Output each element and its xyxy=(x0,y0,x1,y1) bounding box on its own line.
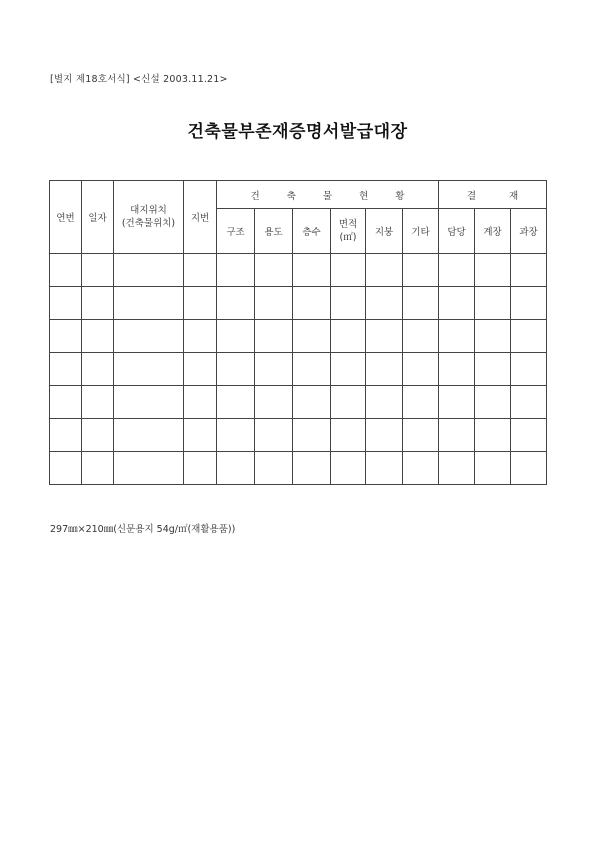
table-cell[interactable] xyxy=(293,452,331,485)
table-cell[interactable] xyxy=(475,320,511,353)
table-cell[interactable] xyxy=(114,254,184,287)
table-cell[interactable] xyxy=(366,287,403,320)
table-cell[interactable] xyxy=(82,287,114,320)
table-cell[interactable] xyxy=(475,287,511,320)
table-cell[interactable] xyxy=(184,287,217,320)
table-cell[interactable] xyxy=(331,254,366,287)
header-row-1 xyxy=(50,181,547,209)
table-cell[interactable] xyxy=(366,386,403,419)
table-cell[interactable] xyxy=(82,353,114,386)
table-cell[interactable] xyxy=(217,320,255,353)
table-row xyxy=(50,320,547,353)
table-cell[interactable] xyxy=(114,452,184,485)
table-cell[interactable] xyxy=(255,287,293,320)
table-cell[interactable] xyxy=(366,320,403,353)
table-cell[interactable] xyxy=(403,287,439,320)
header-approval: 결 재 xyxy=(439,181,547,209)
table-cell[interactable] xyxy=(331,386,366,419)
table-cell[interactable] xyxy=(439,386,475,419)
table-cell[interactable] xyxy=(366,353,403,386)
table-cell[interactable] xyxy=(511,386,547,419)
table-cell[interactable] xyxy=(403,320,439,353)
header-site-location-line2: (건축물위치) xyxy=(121,218,176,229)
table-cell[interactable] xyxy=(439,452,475,485)
document-title: 건축물부존재증명서발급대장 xyxy=(187,122,408,142)
header-area-line1: 면적 xyxy=(338,219,358,230)
form-number: [별지 제18호서식] <신설 2003.11.21> xyxy=(50,74,228,85)
table-cell[interactable] xyxy=(255,386,293,419)
table-cell[interactable] xyxy=(511,452,547,485)
table-cell[interactable] xyxy=(439,353,475,386)
table-cell[interactable] xyxy=(366,254,403,287)
table-cell[interactable] xyxy=(217,353,255,386)
header-use: 용도 xyxy=(255,209,293,254)
table-cell[interactable] xyxy=(511,254,547,287)
table-cell[interactable] xyxy=(50,452,82,485)
table-cell[interactable] xyxy=(50,419,82,452)
header-floors: 층수 xyxy=(293,209,331,254)
table-cell[interactable] xyxy=(114,386,184,419)
table-cell[interactable] xyxy=(255,419,293,452)
table-cell[interactable] xyxy=(217,386,255,419)
header-roof: 지붕 xyxy=(366,209,403,254)
table-cell[interactable] xyxy=(511,353,547,386)
table-cell[interactable] xyxy=(331,419,366,452)
table-cell[interactable] xyxy=(114,419,184,452)
table-cell[interactable] xyxy=(475,419,511,452)
table-cell[interactable] xyxy=(217,452,255,485)
header-area xyxy=(331,209,366,254)
table-cell[interactable] xyxy=(82,419,114,452)
table-row xyxy=(50,353,547,386)
table-cell[interactable] xyxy=(255,353,293,386)
table-row xyxy=(50,254,547,287)
table-cell[interactable] xyxy=(255,254,293,287)
register-table xyxy=(49,180,547,485)
table-cell[interactable] xyxy=(511,419,547,452)
header-chief: 계장 xyxy=(475,209,511,254)
header-date: 일자 xyxy=(82,181,114,254)
table-cell[interactable] xyxy=(184,320,217,353)
table-cell[interactable] xyxy=(217,287,255,320)
table-cell[interactable] xyxy=(439,254,475,287)
header-structure: 구조 xyxy=(217,209,255,254)
paper-spec-note: 297㎜×210㎜(신문용지 54g/㎡(재활용품)) xyxy=(50,524,236,535)
header-officer: 담당 xyxy=(439,209,475,254)
table-cell[interactable] xyxy=(475,452,511,485)
table-cell[interactable] xyxy=(403,452,439,485)
table-cell[interactable] xyxy=(50,320,82,353)
table-cell[interactable] xyxy=(50,353,82,386)
table-cell[interactable] xyxy=(82,386,114,419)
table-cell[interactable] xyxy=(184,254,217,287)
table-row xyxy=(50,419,547,452)
table-cell[interactable] xyxy=(475,386,511,419)
table-cell[interactable] xyxy=(82,452,114,485)
table-cell[interactable] xyxy=(331,320,366,353)
table-cell[interactable] xyxy=(255,452,293,485)
table-cell[interactable] xyxy=(366,452,403,485)
table-cell[interactable] xyxy=(82,320,114,353)
table-cell[interactable] xyxy=(217,419,255,452)
table-cell[interactable] xyxy=(114,353,184,386)
table-cell[interactable] xyxy=(50,254,82,287)
table-cell[interactable] xyxy=(439,419,475,452)
table-cell[interactable] xyxy=(114,287,184,320)
table-cell[interactable] xyxy=(403,254,439,287)
header-serial-no: 연번 xyxy=(50,181,82,254)
table-cell[interactable] xyxy=(293,320,331,353)
header-area-line2: (㎡) xyxy=(339,232,357,243)
header-director: 과장 xyxy=(511,209,547,254)
register-table-body xyxy=(50,254,547,485)
table-cell[interactable] xyxy=(293,287,331,320)
table-cell[interactable] xyxy=(439,320,475,353)
table-cell[interactable] xyxy=(184,353,217,386)
table-cell[interactable] xyxy=(293,353,331,386)
table-cell[interactable] xyxy=(331,452,366,485)
table-cell[interactable] xyxy=(217,254,255,287)
table-cell[interactable] xyxy=(403,419,439,452)
table-cell[interactable] xyxy=(184,452,217,485)
table-cell[interactable] xyxy=(366,419,403,452)
table-row xyxy=(50,386,547,419)
table-cell[interactable] xyxy=(184,419,217,452)
header-other: 기타 xyxy=(403,209,439,254)
table-cell[interactable] xyxy=(293,254,331,287)
table-cell[interactable] xyxy=(50,386,82,419)
table-cell[interactable] xyxy=(50,287,82,320)
header-site-location-line1: 대지위치 xyxy=(130,205,167,216)
table-row xyxy=(50,452,547,485)
table-cell[interactable] xyxy=(82,254,114,287)
table-row xyxy=(50,287,547,320)
table-cell[interactable] xyxy=(511,320,547,353)
table-cell[interactable] xyxy=(403,386,439,419)
table-cell[interactable] xyxy=(403,353,439,386)
header-building-status: 건 축 물 현 황 xyxy=(217,181,439,209)
table-cell[interactable] xyxy=(114,320,184,353)
table-cell[interactable] xyxy=(331,287,366,320)
table-cell[interactable] xyxy=(255,320,293,353)
table-cell[interactable] xyxy=(293,386,331,419)
table-cell[interactable] xyxy=(475,353,511,386)
table-cell[interactable] xyxy=(439,287,475,320)
table-cell[interactable] xyxy=(184,386,217,419)
table-cell[interactable] xyxy=(475,254,511,287)
table-cell[interactable] xyxy=(331,353,366,386)
header-lot-no: 지번 xyxy=(184,181,217,254)
table-cell[interactable] xyxy=(511,287,547,320)
header-site-location xyxy=(114,181,184,254)
table-cell[interactable] xyxy=(293,419,331,452)
